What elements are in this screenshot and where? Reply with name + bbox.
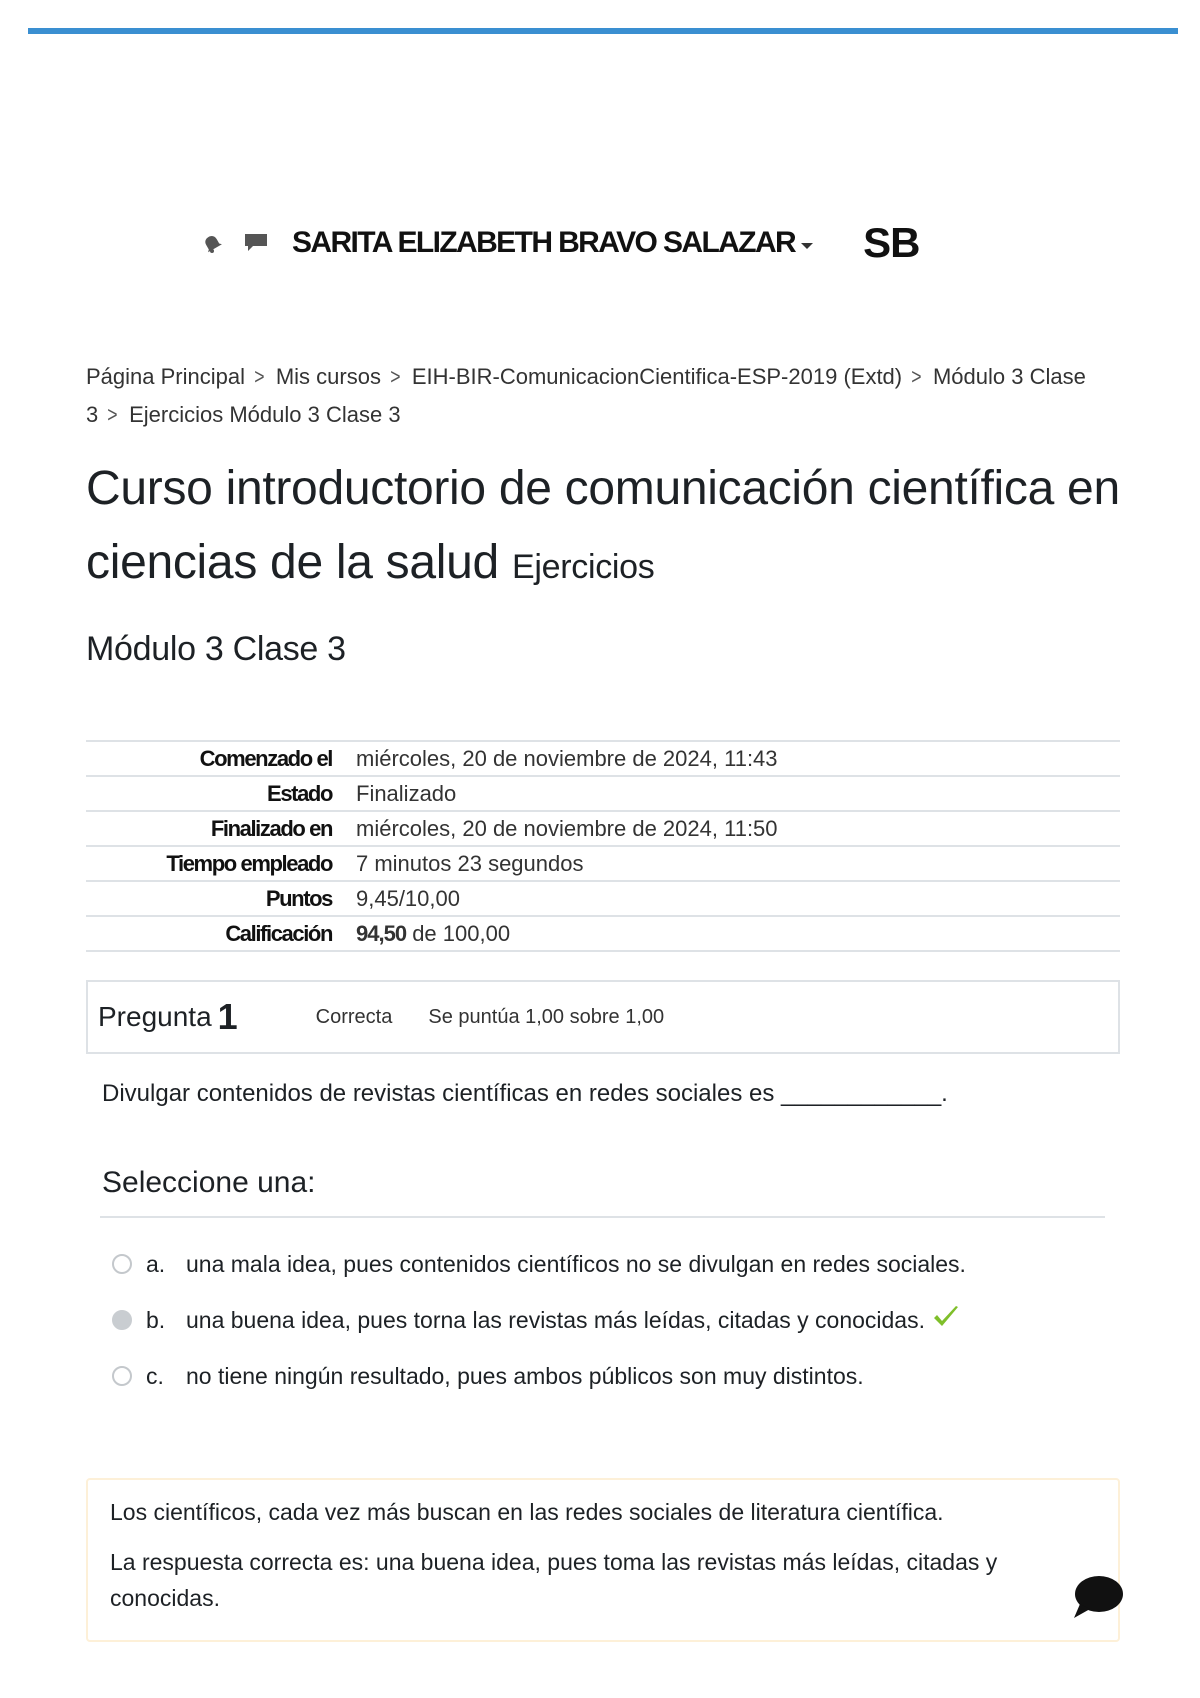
user-menu: [198, 218, 919, 268]
summary-label: Comenzado el: [86, 741, 356, 776]
bell-icon[interactable]: [198, 229, 226, 257]
question-label: Pregunta: [98, 1001, 212, 1032]
radio-button[interactable]: [112, 1366, 132, 1386]
chevron-right-icon: >: [107, 402, 118, 427]
option-letter: b.: [146, 1306, 166, 1333]
question-grade: Se puntúa 1,00 sobre 1,00: [428, 1005, 665, 1028]
chat-bubble-icon[interactable]: [1072, 1574, 1124, 1625]
answer-option-c[interactable]: [112, 1356, 864, 1396]
right-answer: La respuesta correcta es: una buena idea, pues toma las revistas más leídas, citadas y conocidas.: [110, 1549, 998, 1611]
summary-label: Estado: [86, 776, 356, 811]
top-accent-bar: [28, 28, 1178, 34]
chevron-right-icon: >: [911, 364, 922, 389]
breadcrumb-item-exercises[interactable]: Ejercicios Módulo 3 Clase 3: [129, 402, 401, 427]
general-feedback: Los científicos, cada vez más buscan en las redes sociales de literatura científica.: [110, 1499, 944, 1525]
course-title: Curso introductorio de comunicación científica en ciencias de la salud: [86, 462, 1120, 589]
page-subtitle-part1: Ejercicios: [511, 548, 655, 586]
summary-row-grade: [86, 916, 1120, 951]
option-text[interactable]: una mala idea, pues contenidos científicos no se divulgan en redes sociales.: [186, 1250, 966, 1277]
chevron-right-icon: >: [390, 364, 401, 389]
summary-label: Calificación: [86, 916, 356, 951]
avatar[interactable]: SB: [863, 219, 920, 266]
option-letter: c.: [146, 1362, 164, 1389]
summary-label: Puntos: [86, 881, 356, 916]
attempt-summary-table: [86, 740, 1120, 952]
question-number: 1: [217, 996, 238, 1037]
answer-option-a[interactable]: [112, 1244, 966, 1284]
summary-value: [356, 916, 1120, 951]
answer-option-b[interactable]: [112, 1300, 961, 1340]
radio-button-selected[interactable]: [112, 1310, 132, 1330]
summary-row: [86, 846, 1120, 881]
breadcrumb-item-module[interactable]: Módulo 3 Clase 3: [86, 364, 1086, 427]
check-icon: [931, 1302, 961, 1338]
divider: [100, 1216, 1105, 1218]
summary-label: Tiempo empleado: [86, 846, 356, 881]
user-name[interactable]: SARITA ELIZABETH BRAVO SALAZAR: [292, 226, 796, 259]
option-text[interactable]: una buena idea, pues torna las revistas más leídas, citadas y conocidas.: [186, 1306, 925, 1333]
summary-row: [86, 881, 1120, 916]
summary-value: 7 minutos 23 segundos: [356, 846, 1120, 881]
breadcrumb: [86, 358, 1096, 434]
summary-row: [86, 776, 1120, 811]
grade-suffix: de 100,00: [412, 920, 511, 946]
option-text[interactable]: no tiene ningún resultado, pues ambos públicos son muy distintos.: [186, 1362, 864, 1389]
summary-row: [86, 811, 1120, 846]
speech-bubble-icon[interactable]: [242, 229, 270, 257]
question-state: Correcta: [315, 1005, 393, 1028]
feedback-box: [86, 1478, 1120, 1642]
summary-value: miércoles, 20 de noviembre de 2024, 11:50: [356, 811, 1120, 846]
breadcrumb-item-my-courses[interactable]: Mis cursos: [275, 364, 381, 389]
question-text: Divulgar contenidos de revistas científicas en redes sociales es ____________.: [102, 1080, 948, 1107]
grade-value: 94,50: [356, 920, 407, 946]
radio-button[interactable]: [112, 1254, 132, 1274]
page-subtitle-part2: Módulo 3 Clase 3: [86, 630, 346, 668]
summary-value: 9,45/10,00: [356, 881, 1120, 916]
breadcrumb-item-course[interactable]: EIH-BIR-ComunicacionCientifica-ESP-2019 (Extd): [411, 364, 903, 389]
option-letter: a.: [146, 1250, 166, 1277]
summary-value: Finalizado: [356, 776, 1120, 811]
summary-value: miércoles, 20 de noviembre de 2024, 11:43: [356, 741, 1120, 776]
chevron-down-icon[interactable]: [801, 243, 813, 249]
summary-row: [86, 741, 1120, 776]
answer-prompt: Seleccione una:: [102, 1166, 316, 1199]
question-header: [86, 980, 1120, 1054]
summary-label: Finalizado en: [86, 811, 356, 846]
page-title: [86, 452, 1126, 694]
chevron-right-icon: >: [254, 364, 265, 389]
breadcrumb-item-home[interactable]: Página Principal: [86, 364, 245, 389]
